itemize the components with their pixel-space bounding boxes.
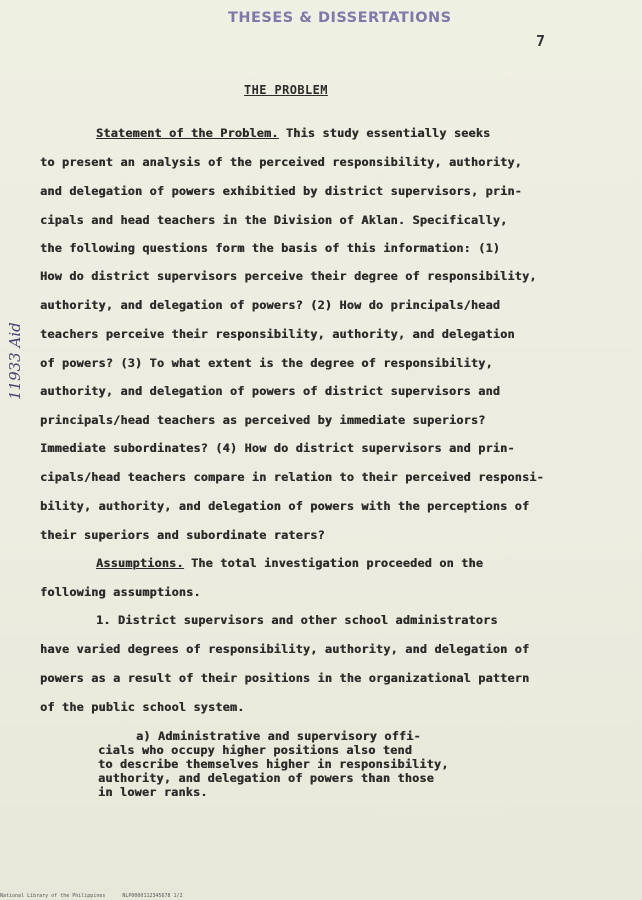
page-number: 7	[536, 32, 546, 50]
text-line: 1. District supervisors and other school administrators	[96, 613, 498, 627]
sub-item-line: to describe themselves higher in responsibility,	[98, 757, 449, 771]
sub-item-line: a) Administrative and supervisory offi-	[136, 729, 421, 743]
text-line: have varied degrees of responsibility, authority, and delegation of	[40, 642, 530, 656]
text-line: and delegation of powers exhibitied by district supervisors, prin-	[40, 184, 522, 198]
text-line: of the public school system.	[40, 700, 245, 714]
sub-item-line: in lower ranks.	[98, 785, 208, 799]
text-line: cipals and head teachers in the Division of Aklan. Specifically,	[40, 213, 508, 227]
archive-stamp: THESES & DISSERTATIONS	[228, 10, 452, 26]
sub-item-line: authority, and delegation of powers than those	[98, 771, 434, 785]
section-heading: THE PROBLEM	[244, 83, 328, 97]
text-line: to present an analysis of the perceived responsibility, authority,	[40, 155, 522, 169]
handwritten-margin-note: 11933 Aid	[6, 322, 24, 400]
text-line: Immediate subordinates? (4) How do district supervisors and prin-	[40, 441, 515, 455]
text-line: the following questions form the basis of this information: (1)	[40, 241, 501, 255]
text-line: of powers? (3) To what extent is the degree of responsibility,	[40, 356, 493, 370]
text-line: teachers perceive their responsibility, authority, and delegation	[40, 327, 515, 341]
text-line	[96, 126, 490, 140]
text-line: How do district supervisors perceive their degree of responsibility,	[40, 269, 537, 283]
text-line: authority, and delegation of powers? (2) How do principals/head	[40, 298, 501, 312]
text-line: cipals/head teachers compare in relation to their perceived responsi-	[40, 470, 544, 484]
scan-footer	[0, 893, 642, 899]
text-line: powers as a result of their positions in the organizational pattern	[40, 671, 530, 685]
text-line: authority, and delegation of powers of district supervisors and	[40, 384, 501, 398]
footer-library: National Library of the Philippines	[0, 893, 106, 899]
text-line: bility, authority, and delegation of powers with the perceptions of	[40, 499, 530, 513]
text-line	[96, 556, 483, 570]
subheading-assumptions: Assumptions.	[96, 556, 184, 570]
footer-code: NLP0000112345678 1/2	[122, 893, 183, 899]
text-line: following assumptions.	[40, 585, 201, 599]
sub-item-line: cials who occupy higher positions also tend	[98, 743, 412, 757]
subheading-statement: Statement of the Problem.	[96, 126, 279, 140]
text-span: This study essentially seeks	[278, 126, 491, 140]
text-line: their superiors and subordinate raters?	[40, 528, 325, 542]
text-span: The total investigation proceeded on the	[183, 556, 484, 570]
text-line: principals/head teachers as perceived by immediate superiors?	[40, 413, 486, 427]
